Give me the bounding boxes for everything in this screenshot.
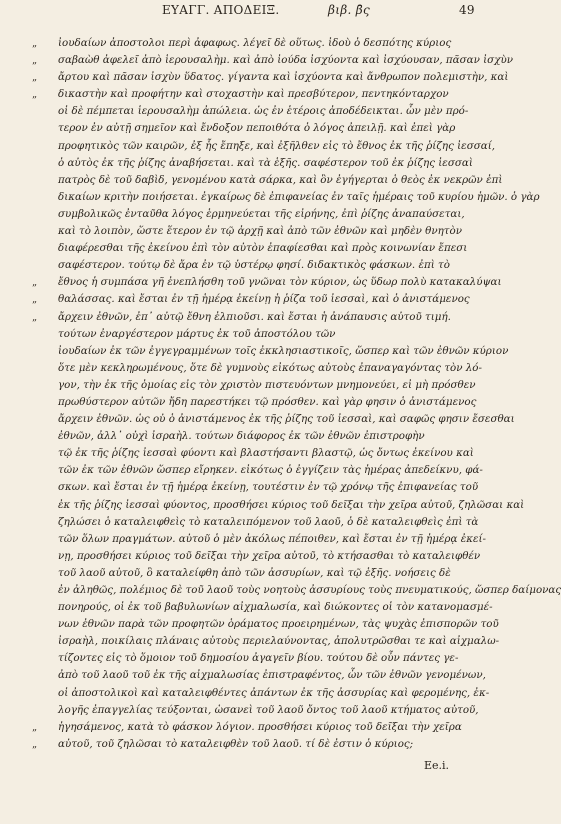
line-text: σαβαὼθ ἀφελεῖ ἀπὸ ἱερουσαλὴμ. καὶ ἀπὸ ἰούδα ἰσχύοντα καὶ ἰσχύουσαν, πᾶσαν ἰσχὺν	[58, 54, 513, 67]
text-line	[58, 103, 470, 120]
line-text: νῃ, προσθήσει κύριος τοῦ δεῖξαι τὴν χεῖρα αὐτοῦ, τὸ κτήσασθαι τὸ καταλειφθέν	[58, 549, 481, 562]
line-text: πονηρούς, οἱ ἐκ τοῦ βαβυλωνίων αἰχμαλωσία, καὶ διώκοντες οἱ τὸν κατανομασμέ-	[58, 601, 493, 614]
text-line	[58, 702, 479, 719]
line-text: οἱ ἀποστολικοὶ καὶ καταλειφθέντες ἀπάντων ἐκ τῆς ἀσσυρίας καὶ φερομένης, ἐκ-	[58, 686, 490, 699]
line-text: ἄρτου καὶ πᾶσαν ἰσχὺν ὕδατος. γίγαντα καὶ ἰσχύοντα καὶ ἄνθρωπον πολεμιστὴν, καὶ	[58, 71, 509, 84]
line-text: ζηλώσει ὁ καταλειφθεὶς τὸ καταλειπόμενον τοῦ λαοῦ, ὁ δὲ καταλειφθεὶς ἐπὶ τὰ	[58, 515, 479, 528]
line-text: ἰουδαίων ἐκ τῶν ἐγγεγραμμένων τοῖς ἐκκλησιαστικοῖς, ὥσπερ καὶ τῶν ἐθνῶν κύριον	[58, 344, 509, 357]
text-line	[58, 257, 470, 274]
line-text: τίζοντες εἰς τὸ ὅμοιον τοῦ δημοσίου ἀγαγεῖν βίου. τούτου δὲ οὖν πάντες γε-	[58, 652, 459, 665]
line-text: δικαίων κριτὴν ποιήσεται. ἐγκαίρως δὲ ἐπιφανείας ἐν ταῖς ἡμέραις τοῦ κυρίου ἡμῶν. ὁ γὰρ	[58, 190, 540, 203]
text-line	[58, 599, 493, 616]
line-text: οἱ δὲ πέμπεται ἱερουσαλὴμ ἀπώλεια. ὡς ἐν ἑτέροις ἀποδέδεικται. ὧν μὲν πρό-	[58, 105, 469, 118]
text-line	[32, 309, 470, 326]
text-line	[58, 223, 470, 240]
text-line	[58, 479, 479, 496]
line-text: τοῦ λαοῦ αὐτοῦ, ὃ καταλείφθη ἀπὸ τῶν ἀσσυρίων, καὶ τῷ ἑξῆς. νοήσεις δὲ	[58, 566, 451, 579]
line-text: τούτων ἐναργέστερον μάρτυς ἐκ τοῦ ἀποστόλου τῶν	[58, 327, 336, 340]
signature-mark: Ee.i.	[424, 759, 450, 772]
text-line	[58, 326, 470, 343]
line-text: ἐκ τῆς ῥίζης ἰεσσαὶ φύοντος, προσθήσει κύριος τοῦ δεῖξαι τὴν χεῖρα αὐτοῦ, ζηλῶσαι καὶ	[58, 498, 525, 511]
text-line	[58, 514, 479, 531]
text-line	[58, 411, 515, 428]
line-text: καὶ τὸ λοιπὸν, ὥστε ἕτερον ἐν τῷ ἀρχῇ καὶ ἀπὸ τῶν ἐθνῶν καὶ μηδὲν θνητὸν	[58, 225, 462, 238]
quotation-marker: „	[32, 738, 38, 750]
quotation-marker: „	[32, 38, 38, 49]
section-mark: βιβ. β̄ς	[328, 3, 370, 17]
line-text: γον, τὴν ἐκ τῆς ὁμοίας εἰς τὸν χριστὸν πιστευόντων μνημονεύει, εἰ μὴ πρόσθεν	[58, 378, 476, 391]
line-text: τῷ ἐκ τῆς ῥίζης ἰεσσαὶ φύοντι καὶ βλαστήσαντι βλαστῷ, ὡς ὄντως ἐκείνου καὶ	[58, 447, 474, 460]
text-line	[58, 445, 474, 462]
text-line	[58, 360, 482, 377]
text-line	[58, 377, 476, 394]
quotation-marker: „	[32, 294, 38, 306]
line-text: ἄρχειν ἐθνῶν, ἐπ᾽ αὐτῷ ἔθνη ἐλπιοῦσι. καὶ ἔσται ἡ ἀνάπαυσις αὐτοῦ τιμή.	[58, 310, 451, 323]
text-line	[32, 69, 509, 86]
text-line	[58, 120, 470, 137]
line-text: πρωθύστερον αὐτῶν ἤδη παρεστήκει τῷ πρόσθεν. καὶ γὰρ φησιν ὁ ἀνιστάμενος	[58, 395, 477, 408]
line-text: διαφέρεσθαι τῆς ἐκείνου ἐπὶ τὸν αὐτὸν ἐπαφίεσθαι καὶ πρὸς κοινωνίαν ἔπεσι	[58, 242, 468, 255]
line-text: ἰουδαίων ἀποστολοι περὶ ἀφαφως. λέγεῖ δὲ οὕτως. ἰδοὺ ὁ δεσπότης κύριος	[58, 37, 452, 49]
text-line	[58, 206, 470, 223]
text-line	[32, 52, 513, 69]
text-line	[58, 155, 473, 172]
text-line	[58, 343, 509, 360]
line-text: λογῆς ἐπαγγελίας τεύξονται, ὡσανεὶ τοῦ λαοῦ ὄντος τοῦ λαοῦ κτήματος αὐτοῦ,	[58, 703, 479, 716]
text-line	[32, 719, 470, 736]
quotation-marker: „	[32, 72, 38, 84]
line-text: ὅτε μὲν κεκληρωμένους, ὅτε δὲ γυμνοὺς εἰκότως αὐτοὺς ἐπαναγαγόντας τὸν λό-	[58, 361, 482, 374]
text-line	[58, 667, 486, 684]
line-text: ἐν ἀληθῶς, πολέμιος δὲ τοῦ λαοῦ τοὺς νοητοὺς ἀσσυρίους τοὺς πνευματικούς, ὥσπερ δαίμονας	[58, 584, 561, 596]
running-title: ΕΥΑΓΓ. ΑΠΟΔΕΙΞ.	[162, 3, 280, 17]
line-text: ἰσραὴλ, ποικίλαις πλάναις αὐτοὺς περιελαύνοντας, ἀπολυτρῶσθαι τε καὶ αἰχμαλω-	[58, 635, 500, 648]
text-line	[58, 189, 540, 206]
text-line	[58, 394, 477, 411]
line-text: τῶν ἐκ τῶν ἐθνῶν ὥσπερ εἴρηκεν. εἰκότως ὁ ἐγγίζειν τὰς ἡμέρας ἀπεδείκνυ, φά-	[58, 464, 483, 477]
body-text	[32, 35, 561, 753]
text-line	[58, 138, 496, 155]
text-line	[58, 650, 470, 667]
line-text: ἄρχειν ἐθνῶν. ὡς οὐ ὁ ἀνιστάμενος ἐκ τῆς ῥίζης τοῦ ἰεσσαὶ, καὶ σαφῶς φησιν ἔσεσθαι	[58, 413, 515, 426]
line-text: ἡγησάμενος, κατὰ τὸ φάσκον λόγιον. προσθήσει κύριος τοῦ δεῖξαι τὴν χεῖρα	[58, 720, 462, 733]
text-line	[58, 428, 470, 445]
line-text: σκων. καὶ ἔσται ἐν τῇ ἡμέρᾳ ἐκείνῃ, τουτέστιν ἐν τῷ χρόνῳ τῆς ἐπιφανείας τοῦ	[58, 481, 479, 494]
text-line	[32, 35, 470, 52]
text-line	[32, 736, 470, 753]
line-text: δικαστὴν καὶ προφήτην καὶ στοχαστὴν καὶ πρεσβύτερον, πεντηκόνταρχον	[58, 88, 449, 101]
line-text: συμβολικῶς ἐνταῦθα λόγος ἑρμηνεύεται τῆς εἰρήνης, ἐπὶ ῥίζης ἀναπαύσεται,	[58, 207, 465, 220]
text-line	[32, 86, 470, 103]
page-header	[0, 3, 500, 29]
line-text: ἀπὸ τοῦ λαοῦ τοῦ ἐκ τῆς αἰχμαλωσίας ἐπιστραφέντος, ὧν τῶν ἐθνῶν γενομένων,	[58, 669, 486, 682]
line-text: τερον ἐν αὐτῇ σημεῖον καὶ ἔνδοξον πεποιθότα ὁ λόγος ἀπειλῇ. καὶ ἐπεὶ γὰρ	[58, 122, 456, 135]
text-line	[58, 531, 487, 548]
line-text: προφητικὸς τῶν καιρῶν, ἐξ ἧς ἔπηξε, καὶ ἐξῆλθεν εἰς τὸ ἔθνος ἐκ τῆς ῥίζης ἰεσσαί,	[58, 139, 496, 152]
text-line	[58, 240, 470, 257]
text-line	[58, 497, 525, 514]
text-line	[58, 616, 499, 633]
quotation-marker: „	[32, 277, 38, 289]
quotation-marker: „	[32, 311, 38, 323]
text-line	[32, 274, 502, 291]
text-line	[32, 291, 470, 308]
text-line	[58, 462, 483, 479]
line-text: νων ἐθνῶν παρὰ τῶν προφητῶν ὁράματος προειρημένων, τὰς ψυχὰς ἐπισπορῶν τοῦ	[58, 618, 499, 631]
page-number: 49	[459, 3, 475, 17]
line-text: σαφέστερον. τούτῳ δὲ ἄρα ἐν τῷ ὑστέρῳ φησί. διδακτικὸς φάσκων. ἐπὶ τὸ	[58, 259, 450, 272]
line-text: αὐτοῦ, τοῦ ζηλῶσαι τὸ καταλειφθὲν τοῦ λαοῦ. τί δὲ ἐστιν ὁ κύριος;	[58, 737, 414, 750]
text-line	[58, 548, 481, 565]
line-text: ἔθνος ἡ συμπάσα γῆ ἐνεπλήσθη τοῦ γνῶναι τὸν κύριον, ὡς ὕδωρ πολὺ κατακαλύψαι	[58, 276, 502, 289]
quotation-marker: „	[32, 721, 38, 733]
text-line	[58, 172, 503, 189]
line-text: πατρὸς δὲ τοῦ δαβὶδ, γενομένου κατὰ σάρκα, καὶ ὃν ἐγήγερται ὁ θεὸς ἐκ νεκρῶν ἐπὶ	[58, 173, 503, 186]
line-text: θαλάσσας. καὶ ἔσται ἐν τῇ ἡμέρᾳ ἐκείνῃ ἡ ῥίζα τοῦ ἰεσσαὶ, καὶ ὁ ἀνιστάμενος	[58, 293, 470, 306]
quotation-marker: „	[32, 89, 38, 101]
line-text: ὁ αὐτὸς ἐκ τῆς ῥίζης ἀναβήσεται. καὶ τὰ ἑξῆς. σαφέστερον τοῦ ἐκ ῥίζης ἰεσσαὶ	[58, 156, 473, 169]
line-text: τῶν ὅλων πραγμάτων. αὐτοῦ ὁ μὲν ἀκόλως πέποιθεν, καὶ ἔσται ἐν τῇ ἡμέρᾳ ἐκεί-	[58, 532, 487, 545]
text-line	[58, 582, 561, 599]
text-line	[58, 565, 470, 582]
text-line	[58, 685, 490, 702]
text-line	[58, 633, 500, 650]
line-text: ἐθνῶν, ἀλλ᾽ οὐχὶ ἰσραὴλ. τούτων διάφορος ἐκ τῶν ἐθνῶν ἐπιστροφὴν	[58, 430, 425, 443]
quotation-marker: „	[32, 55, 38, 67]
